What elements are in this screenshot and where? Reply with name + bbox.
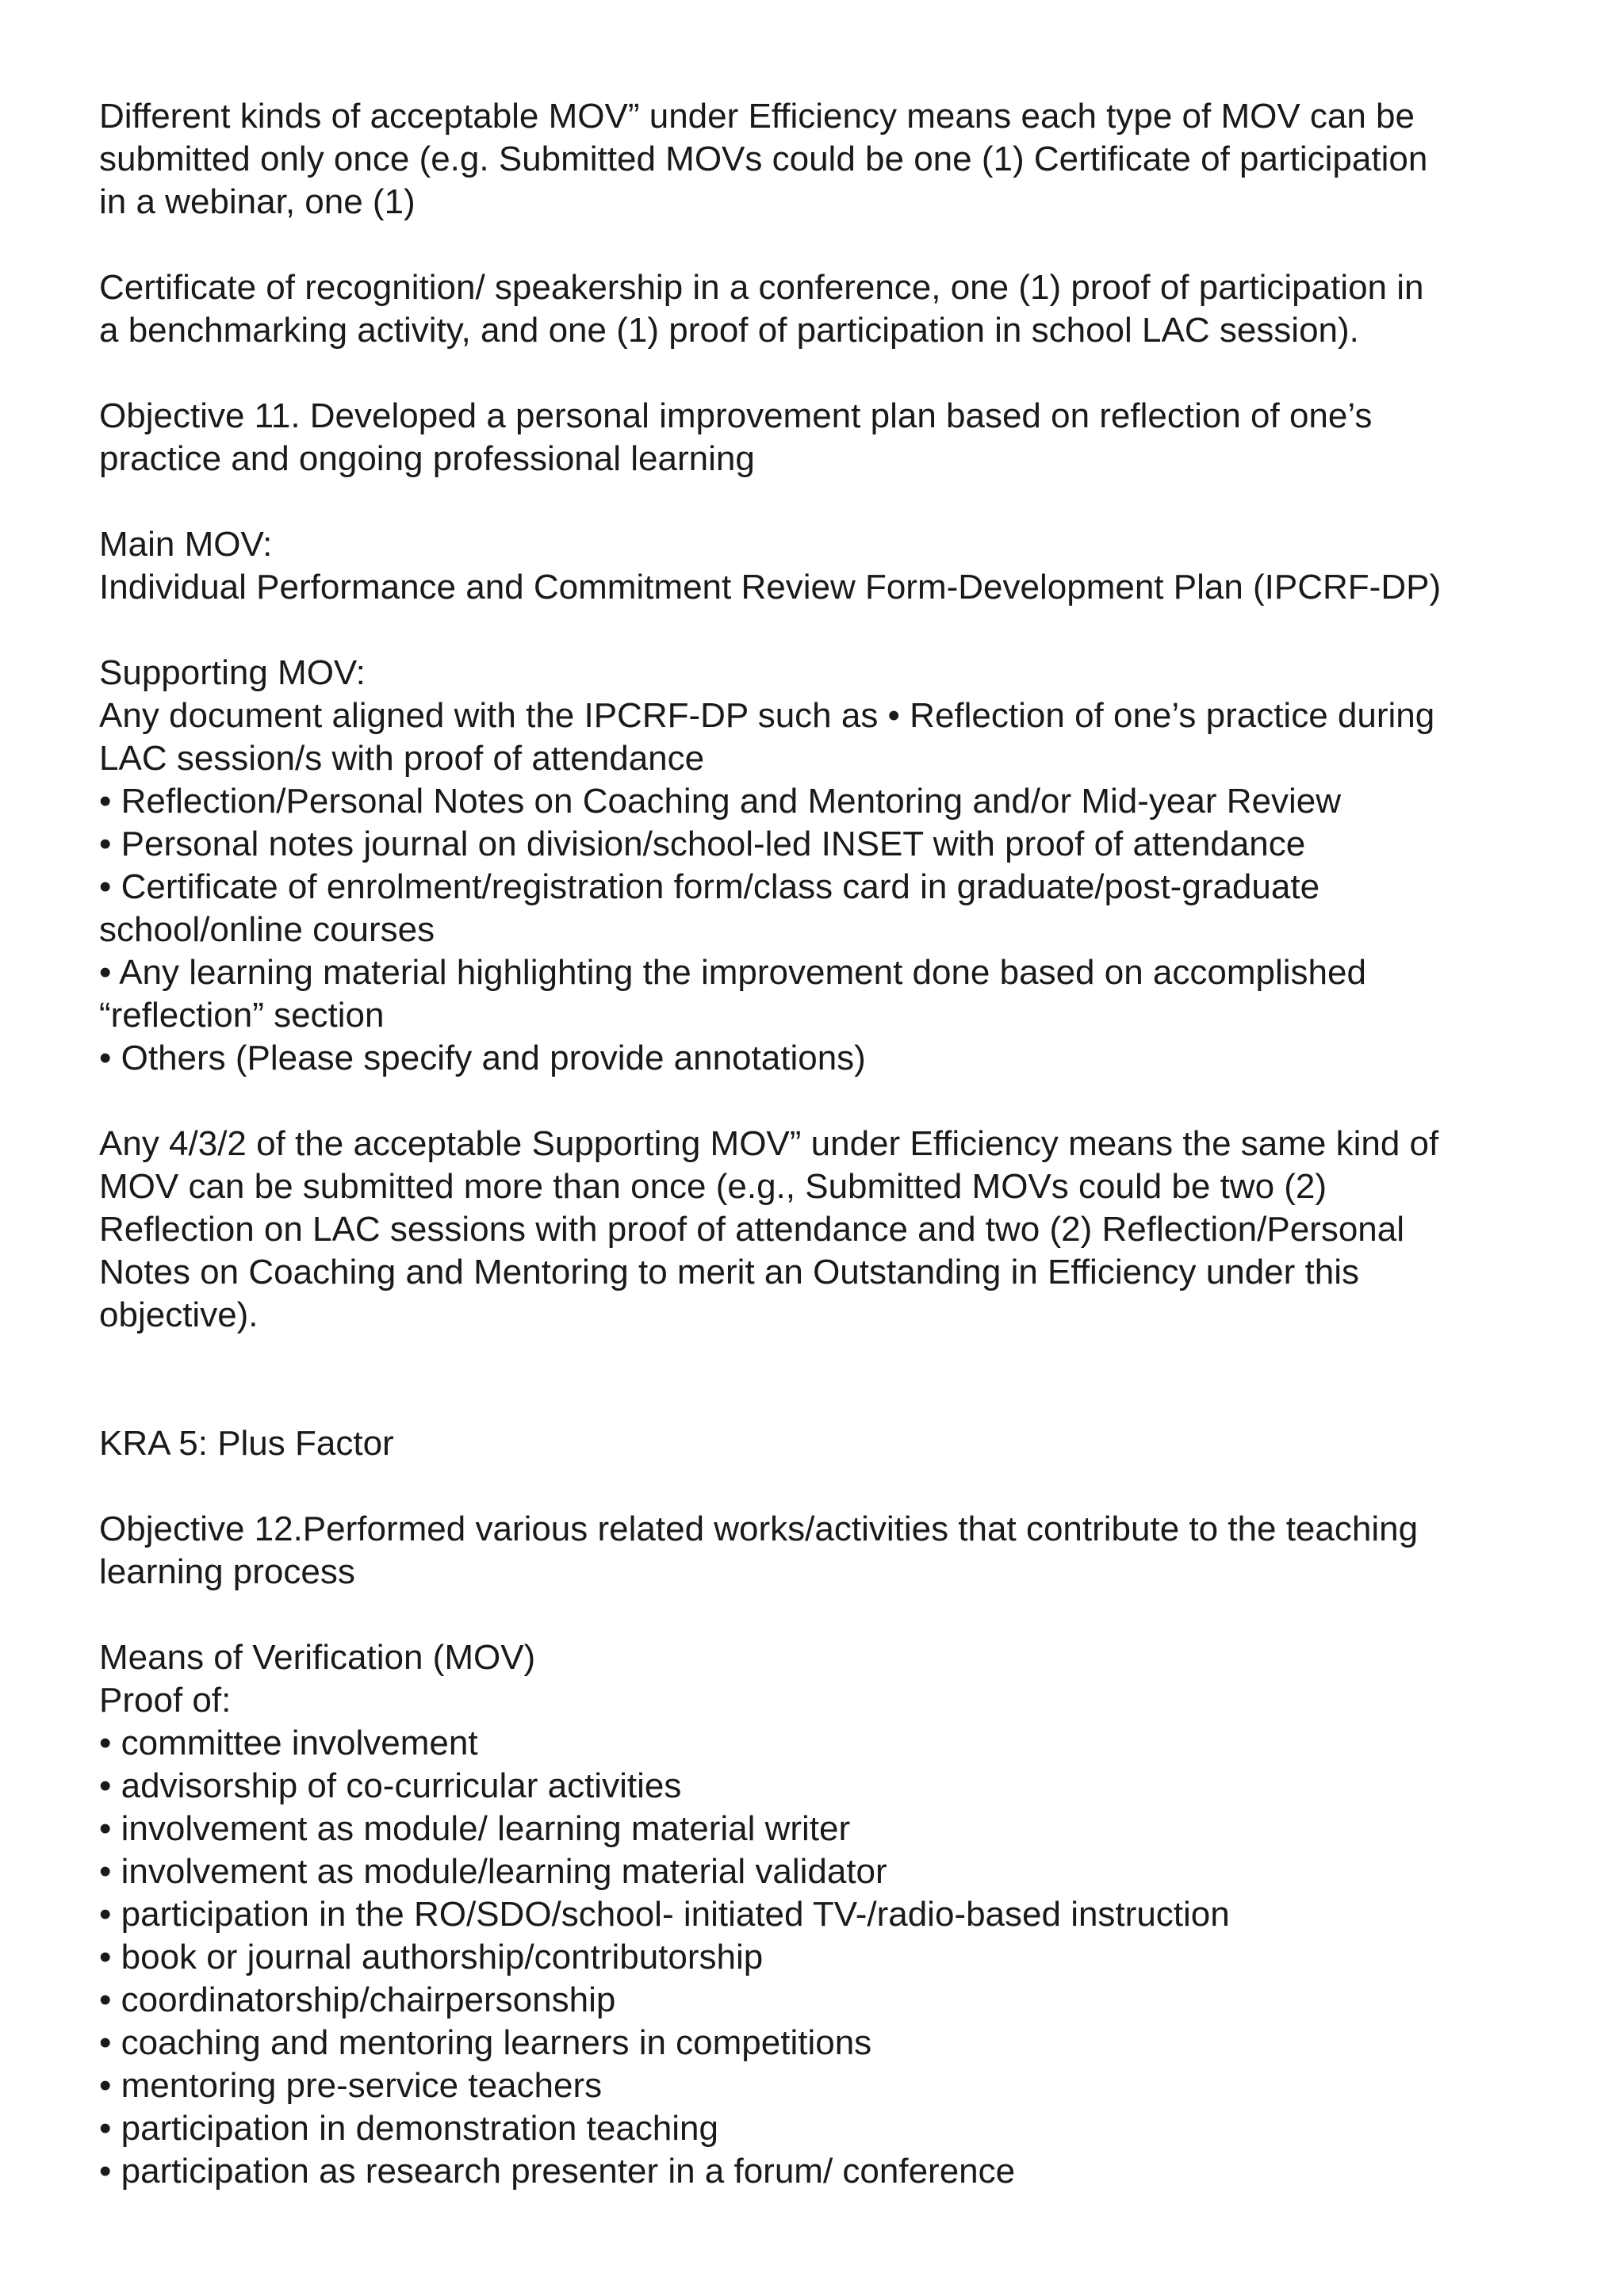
list-item: • Any learning material highlighting the improvement done based on accomplished bbox=[99, 953, 1366, 992]
text-line: Any 4/3/2 of the acceptable Supporting MOV” under Efficiency means the same kind of bbox=[99, 1124, 1439, 1163]
text-line: Objective 11. Developed a personal improvement plan based on reflection of one’s bbox=[99, 396, 1373, 435]
text-line: Objective 12.Performed various related works/activities that contribute to the teaching bbox=[99, 1510, 1419, 1548]
efficiency-note-1 bbox=[99, 95, 1542, 224]
text-line: objective). bbox=[99, 1295, 259, 1334]
list-item: • participation in demonstration teaching bbox=[99, 2109, 718, 2148]
text-line: a benchmarking activity, and one (1) proof of participation in school LAC session). bbox=[99, 311, 1359, 350]
text-line: practice and ongoing professional learning bbox=[99, 439, 755, 478]
list-item: • coaching and mentoring learners in competitions bbox=[99, 2023, 872, 2062]
text-line: Different kinds of acceptable MOV” under Efficiency means each type of MOV can be bbox=[99, 97, 1415, 136]
list-item: • committee involvement bbox=[99, 1724, 478, 1762]
list-item: school/online courses bbox=[99, 910, 435, 949]
kra-5 bbox=[99, 1422, 1542, 1465]
main-mov bbox=[99, 523, 1542, 609]
text-line: Certificate of recognition/ speakership in a conference, one (1) proof of participation in bbox=[99, 268, 1424, 307]
list-item: • Others (Please specify and provide annotations) bbox=[99, 1039, 866, 1077]
list-item: • Reflection/Personal Notes on Coaching and Mentoring and/or Mid-year Review bbox=[99, 782, 1341, 821]
main-mov-text: Individual Performance and Commitment Review Form-Development Plan (IPCRF-DP) bbox=[99, 568, 1442, 607]
main-mov-heading: Main MOV: bbox=[99, 525, 273, 564]
efficiency-note-2 bbox=[99, 266, 1542, 352]
list-item: • Personal notes journal on division/school-led INSET with proof of attendance bbox=[99, 825, 1306, 863]
list-item: • involvement as module/learning material validator bbox=[99, 1852, 887, 1891]
list-item: • mentoring pre-service teachers bbox=[99, 2066, 603, 2105]
supporting-mov bbox=[99, 652, 1542, 1080]
list-item: • advisorship of co-curricular activities bbox=[99, 1766, 682, 1805]
list-item: LAC session/s with proof of attendance bbox=[99, 739, 705, 778]
list-item: • involvement as module/ learning material writer bbox=[99, 1809, 851, 1848]
mov-12-heading: Means of Verification (MOV) bbox=[99, 1638, 536, 1677]
objective-12 bbox=[99, 1508, 1542, 1594]
list-item: • book or journal authorship/contributorship bbox=[99, 1938, 764, 1976]
text-line: submitted only once (e.g. Submitted MOVs could be one (1) Certificate of participation bbox=[99, 140, 1428, 178]
text-line: in a webinar, one (1) bbox=[99, 182, 416, 221]
text-line: Reflection on LAC sessions with proof of attendance and two (2) Reflection/Personal bbox=[99, 1210, 1405, 1249]
kra-5-heading: KRA 5: Plus Factor bbox=[99, 1424, 394, 1463]
list-item: • Certificate of enrolment/registration form/class card in graduate/post-graduate bbox=[99, 867, 1320, 906]
document-body bbox=[99, 95, 1542, 2236]
list-item: “reflection” section bbox=[99, 996, 385, 1035]
supporting-mov-heading: Supporting MOV: bbox=[99, 653, 366, 692]
text-line: Notes on Coaching and Mentoring to merit an Outstanding in Efficiency under this bbox=[99, 1253, 1359, 1292]
text-line: learning process bbox=[99, 1552, 355, 1591]
list-item: • coordinatorship/chairpersonship bbox=[99, 1980, 616, 2019]
text-line: MOV can be submitted more than once (e.g., Submitted MOVs could be two (2) bbox=[99, 1167, 1327, 1206]
list-item: • participation in the RO/SDO/school- initiated TV-/radio-based instruction bbox=[99, 1895, 1230, 1934]
efficiency-note-3 bbox=[99, 1123, 1542, 1337]
mov-12-subheading: Proof of: bbox=[99, 1681, 232, 1720]
list-item: Any document aligned with the IPCRF-DP such as • Reflection of one’s practice during bbox=[99, 696, 1435, 735]
list-item: • participation as research presenter in a forum/ conference bbox=[99, 2152, 1016, 2191]
mov-12 bbox=[99, 1636, 1542, 2193]
objective-11 bbox=[99, 395, 1542, 480]
